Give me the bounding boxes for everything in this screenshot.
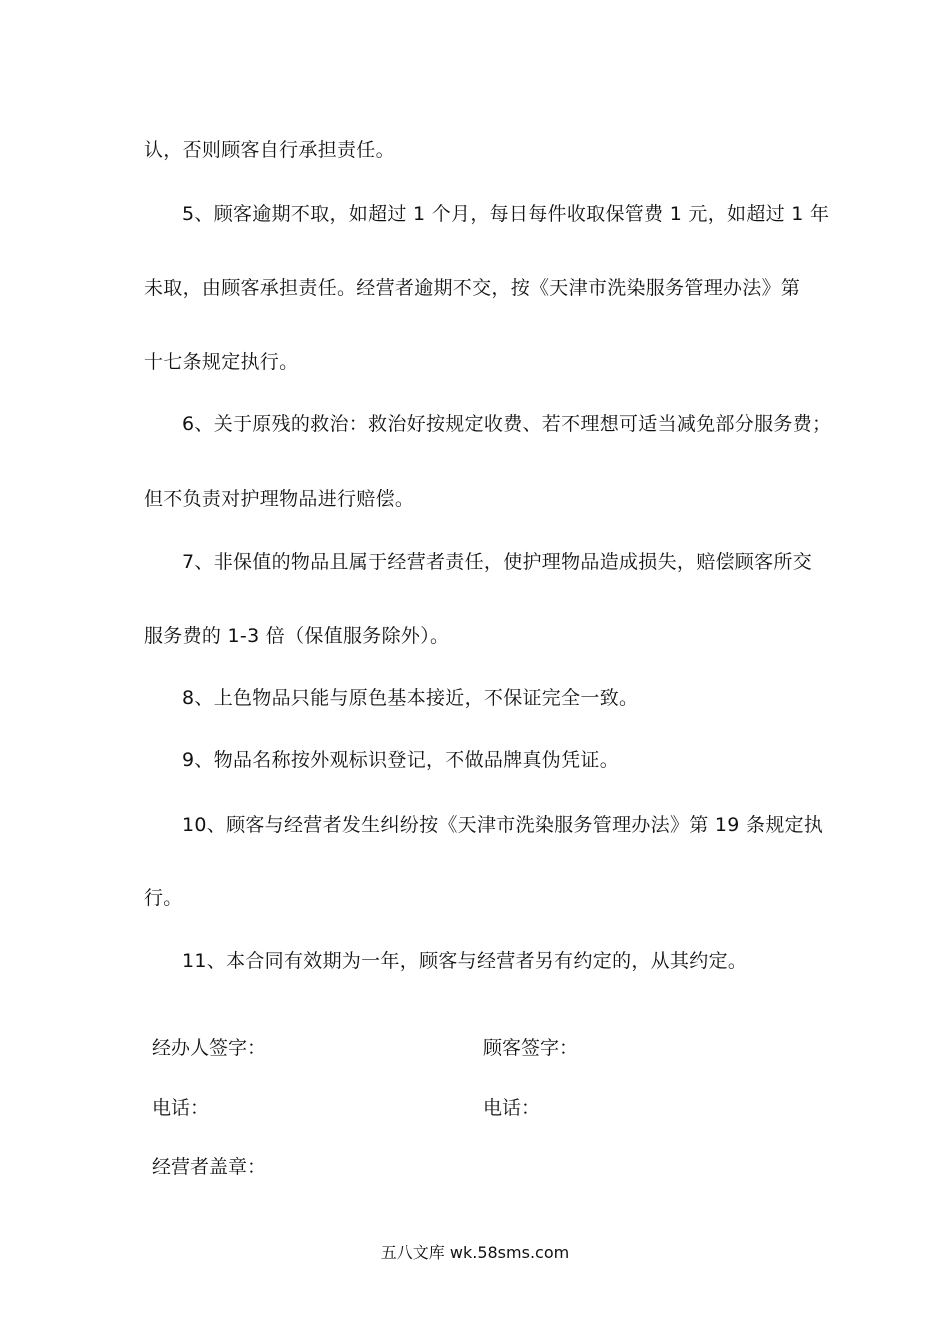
clause-10-line-2: 行。	[144, 887, 183, 909]
clause-6-line-2: 但不负责对护理物品进行赔偿。	[144, 488, 415, 510]
customer-signature-label: 顾客签字：	[483, 1037, 579, 1059]
clause-5-line-3: 十七条规定执行。	[144, 351, 299, 373]
clause-11-line: 11、本合同有效期为一年，顾客与经营者另有约定的，从其约定。	[182, 950, 748, 972]
clause-10-line-1: 10、顾客与经营者发生纠纷按《天津市洗染服务管理办法》第 19 条规定执	[182, 814, 824, 836]
customer-phone-label: 电话：	[483, 1097, 541, 1119]
agent-phone-label: 电话：	[152, 1097, 210, 1119]
clause-5-line-1: 5、顾客逾期不取，如超过 1 个月，每日每件收取保管费 1 元，如超过 1 年	[182, 203, 830, 225]
clause-7-line-1: 7、非保值的物品且属于经营者责任，使护理物品造成损失，赔偿顾客所交	[182, 551, 812, 573]
clause-5-line-2: 未取，由顾客承担责任。经营者逾期不交，按《天津市洗染服务管理办法》第	[144, 277, 801, 299]
paragraph-line: 认，否则顾客自行承担责任。	[144, 139, 395, 161]
agent-signature-label: 经办人签字：	[152, 1037, 267, 1059]
operator-seal-label: 经营者盖章：	[152, 1156, 267, 1178]
clause-9-line: 9、物品名称按外观标识登记，不做品牌真伪凭证。	[182, 749, 619, 771]
footer-watermark: 五八文库 wk.58sms.com	[380, 1243, 570, 1262]
clause-8-line: 8、上色物品只能与原色基本接近，不保证完全一致。	[182, 687, 639, 709]
clause-7-line-2: 服务费的 1-3 倍（保值服务除外）。	[144, 625, 450, 647]
clause-6-line-1: 6、关于原残的救治：救治好按规定收费、若不理想可适当减免部分服务费；	[182, 413, 832, 435]
